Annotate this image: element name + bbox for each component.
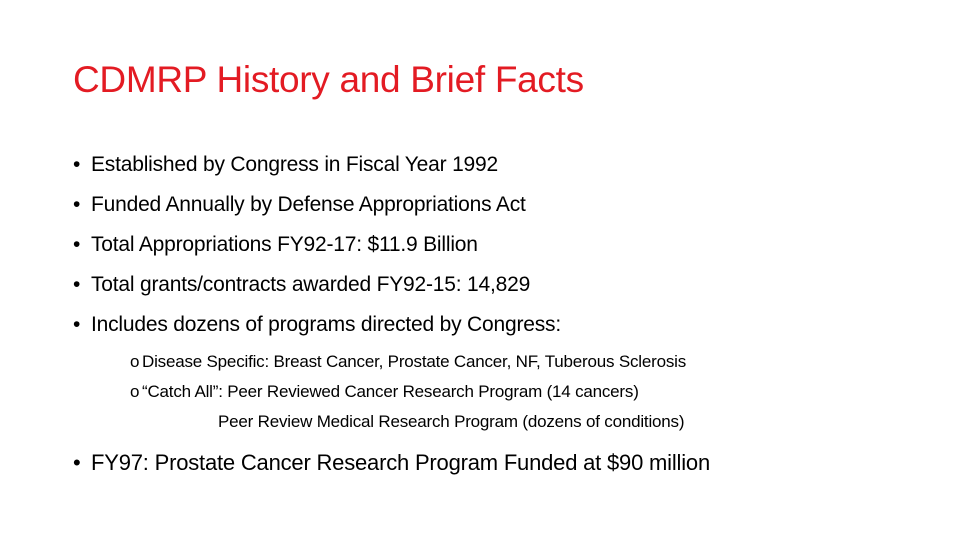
bullet-text: Total Appropriations FY92-17: $11.9 Billion	[91, 233, 478, 256]
bullet-marker: •	[73, 193, 81, 216]
bullet-marker: •	[73, 273, 81, 296]
bullet-marker: •	[73, 153, 81, 176]
sub-bullet-marker: o	[130, 382, 140, 401]
bullet-marker: •	[73, 233, 81, 256]
sub-bullet-item	[130, 377, 933, 407]
bullet-text: Established by Congress in Fiscal Year 1992	[91, 153, 498, 176]
bullet-marker: •	[73, 313, 81, 336]
bullet-marker: •	[73, 450, 81, 475]
bullet-list	[73, 145, 933, 483]
sub-bullet-continuation: Peer Review Medical Research Program (dozens of conditions)	[218, 412, 685, 431]
sub-bullet-item	[130, 347, 933, 377]
bullet-item	[73, 225, 933, 265]
slide-title: CDMRP History and Brief Facts	[73, 59, 584, 100]
bullet-text: FY97: Prostate Cancer Research Program Funded at $90 million	[91, 450, 710, 475]
bullet-item	[73, 145, 933, 185]
bullet-item-final	[73, 443, 933, 483]
bullet-text: Total grants/contracts awarded FY92-15: 14,829	[91, 273, 531, 296]
sub-bullet-text: Disease Specific: Breast Cancer, Prostate Cancer, NF, Tuberous Sclerosis	[142, 352, 687, 371]
bullet-text: Funded Annually by Defense Appropriations Act	[91, 193, 526, 216]
sub-bullet-text: “Catch All”: Peer Reviewed Cancer Research Program (14 cancers)	[142, 382, 639, 401]
bullet-text: Includes dozens of programs directed by Congress:	[91, 313, 561, 336]
bullet-item	[73, 265, 933, 305]
sub-bullet-list	[73, 347, 933, 437]
sub-bullet-marker: o	[130, 352, 140, 371]
bullet-item	[73, 185, 933, 225]
bullet-item	[73, 305, 933, 345]
